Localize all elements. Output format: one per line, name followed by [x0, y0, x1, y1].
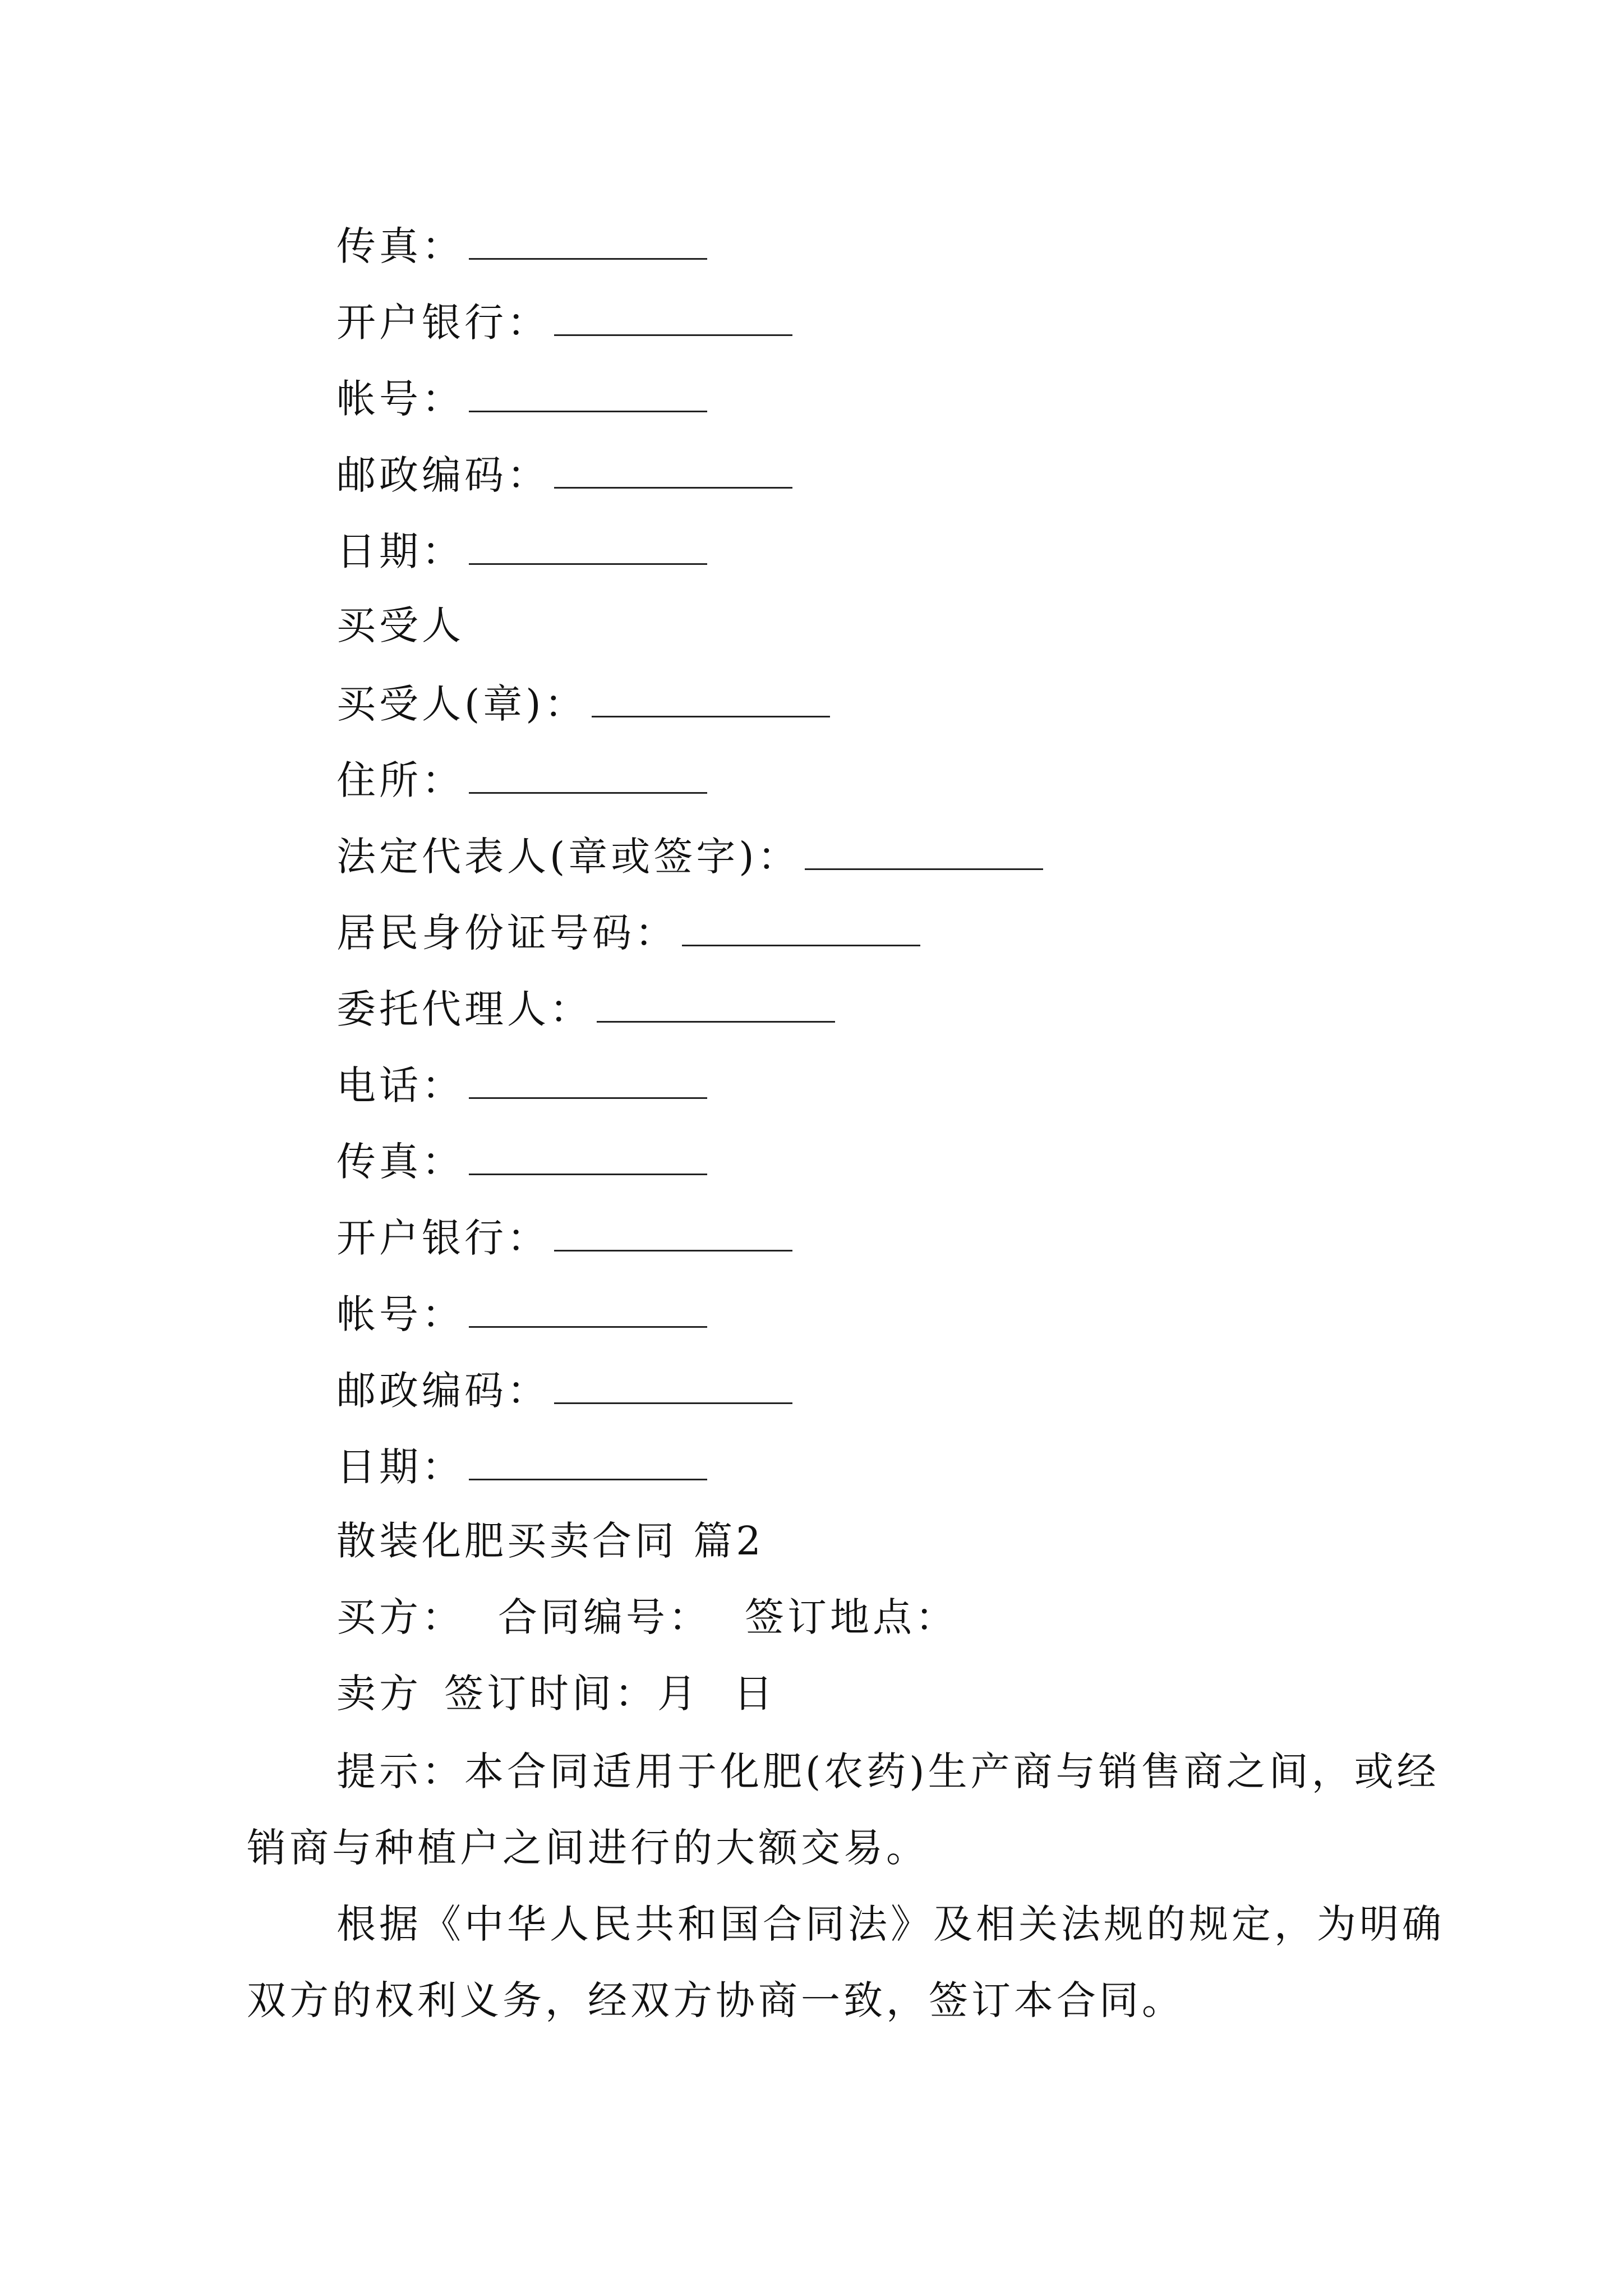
field-label: 传真： [336, 223, 464, 269]
blank-line [469, 1287, 707, 1328]
field-label: 传真： [336, 1139, 464, 1185]
blank-line [469, 1134, 707, 1175]
blank-line [469, 753, 707, 794]
field-address [336, 753, 707, 806]
blank-line [469, 1439, 707, 1480]
seller-time-line [336, 1668, 776, 1719]
field-label: 开户银行： [336, 300, 550, 346]
field-account-seller [336, 371, 707, 424]
field-phone [336, 1058, 707, 1111]
field-id-number [336, 905, 920, 958]
blank-line [469, 1058, 707, 1099]
blank-line [469, 371, 707, 412]
field-label: 邮政编码： [336, 1368, 550, 1414]
blank-line [469, 219, 707, 260]
buyer-contract-line [336, 1592, 958, 1642]
blank-line [682, 905, 920, 946]
field-bank-seller [336, 295, 792, 348]
blank-line [554, 448, 792, 489]
seller-label: 卖方 [336, 1671, 422, 1717]
month-label: 月 [657, 1671, 700, 1717]
sign-place-label: 签订地点： [745, 1594, 958, 1640]
field-agent [336, 982, 835, 1034]
buyer-label: 买方： [336, 1594, 464, 1640]
blank-line [554, 295, 792, 336]
blank-line [554, 1363, 792, 1404]
blank-line [592, 677, 830, 717]
field-label: 日期： [336, 1444, 464, 1490]
day-label: 日 [734, 1671, 776, 1717]
contract-number-label: 合同编号： [498, 1594, 711, 1640]
field-label: 电话： [336, 1062, 464, 1108]
field-label: 居民身份证号码： [336, 910, 677, 956]
field-label: 开户银行： [336, 1215, 550, 1261]
field-bank-buyer [336, 1211, 792, 1263]
blank-line [805, 829, 1043, 870]
blank-line [597, 982, 835, 1023]
field-postcode-buyer [336, 1363, 792, 1416]
contract-title: 散装化肥买卖合同 篇2 [336, 1518, 764, 1564]
field-label: 法定代表人(章或签字)： [336, 834, 800, 880]
field-label: 住所： [336, 757, 464, 803]
field-date-seller [336, 524, 707, 577]
field-account-buyer [336, 1287, 707, 1340]
sign-time-label: 签订时间： [444, 1671, 657, 1717]
paragraph-hint: 提示：本合同适用于化肥(农药)生产商与销售商之间，或经销商与种植户之间进行的大额交易。 [247, 1749, 1440, 1871]
field-label: 委托代理人： [336, 986, 592, 1032]
field-label: 买受人(章)： [336, 681, 587, 727]
field-fax-seller [336, 219, 707, 272]
field-label: 日期： [336, 528, 464, 574]
field-label: 帐号： [336, 376, 464, 422]
field-fax-buyer [336, 1134, 707, 1187]
field-buyer-seal [336, 677, 830, 729]
field-postcode-seller [336, 448, 792, 500]
paragraph-basis: 根据《中华人民共和国合同法》及相关法规的规定，为明确双方的权利义务，经双方协商一致，签订本合同。 [247, 1901, 1445, 2023]
blank-line [554, 1211, 792, 1251]
blank-line [469, 524, 707, 565]
field-label: 帐号： [336, 1291, 464, 1337]
field-label: 邮政编码： [336, 452, 550, 498]
field-date-buyer [336, 1439, 707, 1492]
buyer-heading: 买受人 [336, 602, 464, 648]
field-legal-rep [336, 829, 1043, 882]
